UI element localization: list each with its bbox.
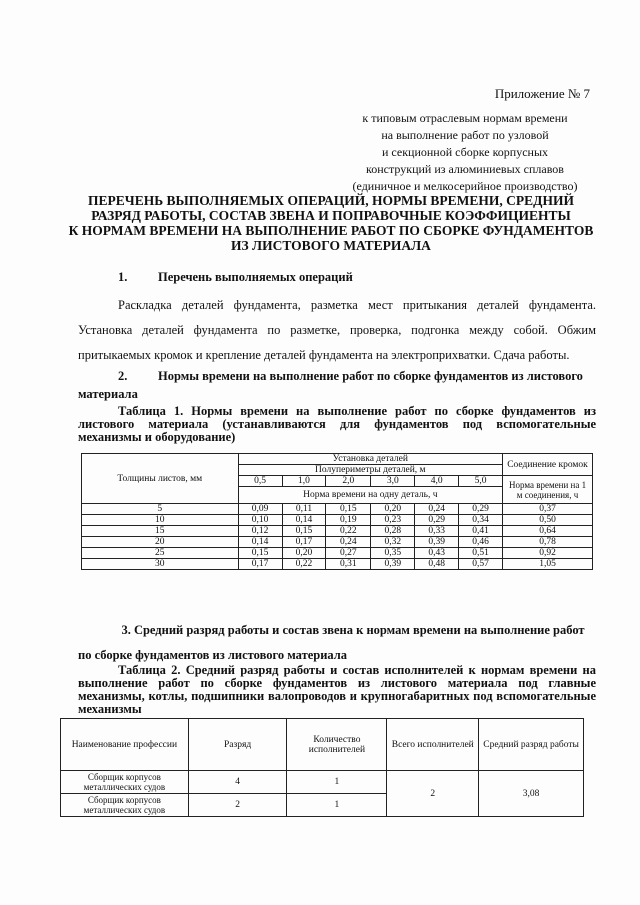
grade-cell: 4 bbox=[188, 771, 287, 794]
norm-cell: 0,24 bbox=[326, 537, 371, 548]
perimeter-value: 3,0 bbox=[371, 476, 415, 487]
section-number: 1. bbox=[118, 270, 128, 284]
section-title: Нормы времени на выполнение работ по сборке фундаментов из листового материала bbox=[78, 369, 583, 401]
column-header: Средний разряд работы bbox=[479, 719, 584, 771]
norm-cell: 0,43 bbox=[415, 548, 459, 559]
table-row bbox=[82, 526, 593, 537]
table-row bbox=[82, 548, 593, 559]
crew-composition-table bbox=[60, 718, 584, 817]
total-cell: 2 bbox=[387, 771, 479, 817]
section-title: Перечень выполняемых операций bbox=[158, 270, 353, 284]
profession-cell: Сборщик корпусов металлических судов bbox=[61, 771, 189, 794]
perimeter-header: Полупериметры деталей, м bbox=[238, 465, 502, 476]
title-line: ИЗ ЛИСТОВОГО МАТЕРИАЛА bbox=[231, 238, 431, 253]
table-row bbox=[82, 515, 593, 526]
subtitle-line: к типовым отраслевым нормам времени bbox=[362, 111, 568, 125]
appendix-subtitle bbox=[320, 110, 610, 195]
norm-cell: 0,32 bbox=[371, 537, 415, 548]
joint-norm-cell: 0,92 bbox=[503, 548, 593, 559]
norm-cell: 0,17 bbox=[282, 537, 326, 548]
table-row bbox=[61, 771, 584, 794]
joint-norm-cell: 0,50 bbox=[503, 515, 593, 526]
norm-cell: 0,51 bbox=[459, 548, 503, 559]
table-1-caption: Таблица 1. Нормы времени на выполнение работ по сборке фундаментов из листового материала (устанавливаются для фундаментов под вспомогательные механизмы и оборудование) bbox=[78, 404, 596, 444]
table-2-caption: Таблица 2. Средний разряд работы и состав исполнителей к нормам времени на выполнение работ по сборке фундаментов из листового материала под главные механизмы, котлы, подшипники валопроводов и крупногабаритных под вспомогательные механизмы bbox=[78, 663, 596, 716]
grade-cell: 2 bbox=[188, 794, 287, 817]
norm-cell: 0,46 bbox=[459, 537, 503, 548]
table-row bbox=[82, 504, 593, 515]
subtitle-line: и секционной сборке корпусных bbox=[381, 145, 549, 159]
norm-cell: 0,23 bbox=[371, 515, 415, 526]
count-cell: 1 bbox=[287, 794, 387, 817]
thickness-cell: 25 bbox=[82, 548, 239, 559]
norm-cell: 0,19 bbox=[326, 515, 371, 526]
norm-cell: 0,22 bbox=[326, 526, 371, 537]
table-row bbox=[82, 537, 593, 548]
subtitle-line: на выполнение работ по узловой bbox=[381, 128, 549, 142]
norm-cell: 0,20 bbox=[371, 504, 415, 515]
column-header: Всего исполнителей bbox=[387, 719, 479, 771]
norm-cell: 0,15 bbox=[326, 504, 371, 515]
count-cell: 1 bbox=[287, 771, 387, 794]
norm-cell: 0,14 bbox=[238, 537, 282, 548]
subtitle-line: конструкций из алюминиевых сплавов bbox=[366, 162, 564, 176]
column-header: Наименование профессии bbox=[61, 719, 189, 771]
norm-cell: 0,28 bbox=[371, 526, 415, 537]
perimeter-value: 5,0 bbox=[459, 476, 503, 487]
norm-cell: 0,12 bbox=[238, 526, 282, 537]
thickness-cell: 20 bbox=[82, 537, 239, 548]
section-1-heading bbox=[118, 270, 353, 285]
norm-cell: 0,29 bbox=[459, 504, 503, 515]
section-number: 2. bbox=[118, 369, 128, 383]
avg-grade-cell: 3,08 bbox=[479, 771, 584, 817]
section-3-heading bbox=[78, 618, 598, 668]
norm-cell: 0,29 bbox=[415, 515, 459, 526]
thickness-cell: 5 bbox=[82, 504, 239, 515]
joint-header: Соединение кромок bbox=[503, 454, 593, 476]
norm-cell: 0,57 bbox=[459, 559, 503, 570]
norm-cell: 0,39 bbox=[371, 559, 415, 570]
joint-norm-cell: 0,78 bbox=[503, 537, 593, 548]
install-header: Установка деталей bbox=[238, 454, 502, 465]
norm-cell: 0,15 bbox=[238, 548, 282, 559]
subtitle-line: (единичное и мелкосерийное производство) bbox=[352, 179, 578, 193]
norm-cell: 0,33 bbox=[415, 526, 459, 537]
appendix-label: Приложение № 7 bbox=[494, 86, 590, 101]
norm-cell: 0,48 bbox=[415, 559, 459, 570]
norm-cell: 0,31 bbox=[326, 559, 371, 570]
norm-cell: 0,27 bbox=[326, 548, 371, 559]
norm-cell: 0,41 bbox=[459, 526, 503, 537]
section-3-line: 3. Средний разряд работы и состав звена к нормам времени на выполнение работ bbox=[121, 623, 585, 637]
title-line: ПЕРЕЧЕНЬ ВЫПОЛНЯЕМЫХ ОПЕРАЦИЙ, НОРМЫ ВРЕМЕНИ, СРЕДНИЙ bbox=[88, 193, 574, 208]
norm-cell: 0,09 bbox=[238, 504, 282, 515]
norm-cell: 0,35 bbox=[371, 548, 415, 559]
joint-norm-cell: 0,37 bbox=[503, 504, 593, 515]
perimeter-value: 2,0 bbox=[326, 476, 371, 487]
operations-paragraph: Раскладка деталей фундамента, разметка мест притыкания деталей фундамента. Установка деталей фундамента по разметке, проверка, подгонка между собой. Обжим притыкаемых кромок и крепление деталей фундамента на электроприхватки. Сдача работы. bbox=[78, 298, 596, 362]
norm-cell: 0,20 bbox=[282, 548, 326, 559]
norm-cell: 0,17 bbox=[238, 559, 282, 570]
table-header-row bbox=[61, 719, 584, 771]
joint-norm-cell: 1,05 bbox=[503, 559, 593, 570]
section-3-line: по сборке фундаментов из листового материала bbox=[78, 648, 348, 662]
norm-cell: 0,39 bbox=[415, 537, 459, 548]
norm-cell: 0,15 bbox=[282, 526, 326, 537]
perimeter-value: 1,0 bbox=[282, 476, 326, 487]
norm-cell: 0,24 bbox=[415, 504, 459, 515]
norm-cell: 0,34 bbox=[459, 515, 503, 526]
profession-cell: Сборщик корпусов металлических судов bbox=[61, 794, 189, 817]
column-header: Количество исполнителей bbox=[287, 719, 387, 771]
joint-norm-header: Норма времени на 1 м соединения, ч bbox=[503, 476, 593, 504]
norm-header: Норма времени на одну деталь, ч bbox=[238, 487, 502, 504]
table-header-row bbox=[82, 454, 593, 465]
perimeter-value: 0,5 bbox=[238, 476, 282, 487]
section-2-heading bbox=[78, 367, 596, 403]
document-title bbox=[66, 193, 596, 253]
title-line: РАЗРЯД РАБОТЫ, СОСТАВ ЗВЕНА И ПОПРАВОЧНЫЕ КОЭФФИЦИЕНТЫ bbox=[91, 208, 571, 223]
norm-cell: 0,10 bbox=[238, 515, 282, 526]
norm-cell: 0,22 bbox=[282, 559, 326, 570]
thickness-cell: 15 bbox=[82, 526, 239, 537]
perimeter-value: 4,0 bbox=[415, 476, 459, 487]
column-header: Разряд bbox=[188, 719, 287, 771]
thickness-header: Толщины листов, мм bbox=[82, 454, 239, 504]
thickness-cell: 30 bbox=[82, 559, 239, 570]
thickness-cell: 10 bbox=[82, 515, 239, 526]
time-norms-table bbox=[81, 453, 593, 570]
norm-cell: 0,14 bbox=[282, 515, 326, 526]
joint-norm-cell: 0,64 bbox=[503, 526, 593, 537]
norm-cell: 0,11 bbox=[282, 504, 326, 515]
table-row bbox=[82, 559, 593, 570]
title-line: К НОРМАМ ВРЕМЕНИ НА ВЫПОЛНЕНИЕ РАБОТ ПО СБОРКЕ ФУНДАМЕНТОВ bbox=[68, 223, 594, 238]
